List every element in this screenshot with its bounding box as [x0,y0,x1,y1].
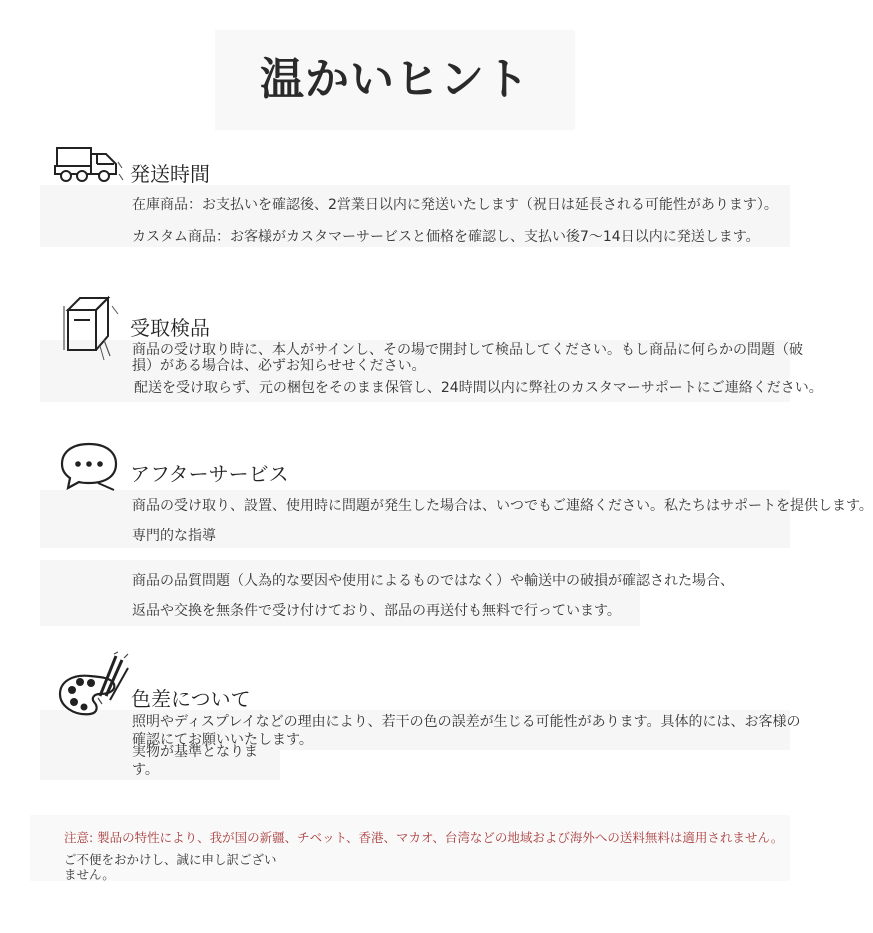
color-line-4: す。 [132,762,159,778]
color-line-1: 照明やディスプレイなどの理由により、若干の色の誤差が生じる可能性があります。具体的には、お客様の [132,714,801,730]
section-heading-receiving: 受取検品 [130,316,210,340]
apology-line-1: ご不便をおかけし、誠に申し訳ござい [64,852,277,867]
apology-line-2: ません。 [64,867,115,882]
receiving-line-2: 損）がある場合は、必ずお知らせせください。 [132,358,426,374]
section-heading-shipping: 発送時間 [130,162,210,186]
truck-icon [52,140,124,188]
shipping-line-1: 在庫商品：お支払いを確認後、2営業日以内に発送いたします（祝日は延長される可能性があります）。 [132,197,778,213]
shipping-notice: 注意: 製品の特性により、我が国の新疆、チベット、香港、マカオ、台湾などの地域および海外への送料無料は適用されません。 [64,830,784,845]
notice-band [30,815,790,881]
after-service-line-4: 返品や交換を無条件で受け付けており、部品の再送付も無料で行っています。 [132,603,621,619]
color-line-2: 確認にてお願いいたします。 [132,732,313,748]
box-icon [60,296,124,362]
after-service-line-2: 専門的な指導 [132,528,216,544]
section-heading-after-service: アフターサービス [130,462,289,486]
receiving-line-1: 商品の受け取り時に、本人がサインし、その場で開封して検品してください。もし商品に何らかの問題（破 [132,342,804,358]
chat-bubble-icon [58,440,120,494]
after-service-line-3: 商品の品質問題（人為的な要因や使用によるものではなく）や輸送中の破損が確認された場合、 [132,573,734,589]
palette-icon [56,652,132,720]
after-service-line-1: 商品の受け取り、設置、使用時に問題が発生した場合は、いつでもご連絡ください。私たちはサポートを提供します。 [132,498,873,514]
color-line-3: 実物が基準となりま [132,744,258,760]
receiving-line-3: 配送を受け取らず、元の梱包をそのまま保管し、24時間以内に弊社のカスタマーサポートにご連絡ください。 [134,380,823,396]
section-heading-color: 色差について [131,687,251,711]
page-title: 温かいヒント [215,30,575,130]
shipping-line-2: カスタム商品：お客様がカスタマーサービスと価格を確認し、支払い後7〜14日以内に発送します。 [132,229,760,245]
